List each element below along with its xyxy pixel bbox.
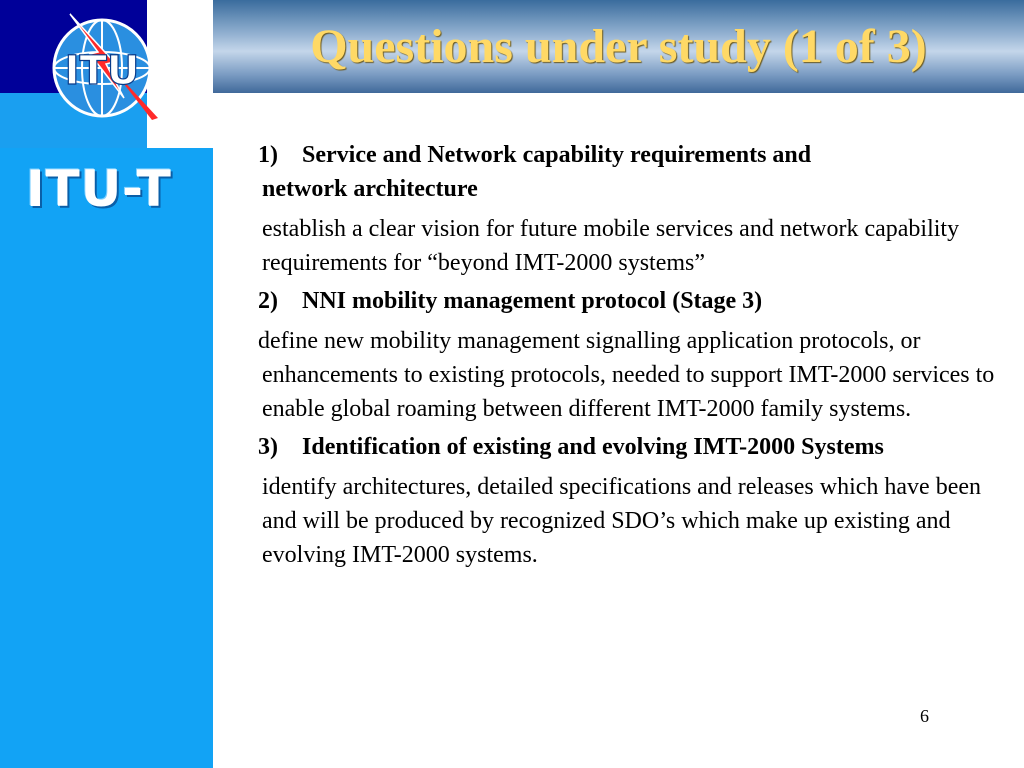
item-number-1: 1) xyxy=(258,142,278,168)
page-title: Questions under study (1 of 3) xyxy=(310,20,927,73)
logo-text: ITU xyxy=(64,48,140,94)
item-heading-cont-1: network architecture xyxy=(262,176,478,202)
sidebar xyxy=(0,0,213,768)
itu-t-label: ITU-T xyxy=(26,160,172,218)
item-heading-1 xyxy=(258,138,1008,206)
item-description-1: establish a clear vision for future mobile services and network capability requirements for “beyond IMT-2000 systems” xyxy=(262,216,960,276)
itu-globe-logo-icon xyxy=(40,6,168,126)
item-description-2: define new mobility management signalling application protocols, or enhancements to existing protocols, needed to support IMT-2000 services to enable global roaming between different IMT-2000 family systems. xyxy=(258,328,995,422)
item-heading-text-3: Identification of existing and evolving IMT-2000 Systems xyxy=(302,434,884,460)
title-bar xyxy=(213,0,1024,93)
item-heading-text-1: Service and Network capability requirements and xyxy=(302,142,812,168)
item-heading-2 xyxy=(258,284,1008,318)
item-number-3: 3) xyxy=(258,434,278,460)
page-number: 6 xyxy=(920,706,929,726)
item-description-3: identify architectures, detailed specifications and releases which have been and will be produced by recognized SDO’s which make up existing and evolving IMT-2000 systems. xyxy=(262,474,982,568)
item-number-2: 2) xyxy=(258,288,278,314)
item-heading-text-2: NNI mobility management protocol (Stage 3) xyxy=(302,288,763,314)
logo-area xyxy=(0,0,213,148)
item-heading-3 xyxy=(258,430,1008,464)
content-area xyxy=(258,138,1008,576)
